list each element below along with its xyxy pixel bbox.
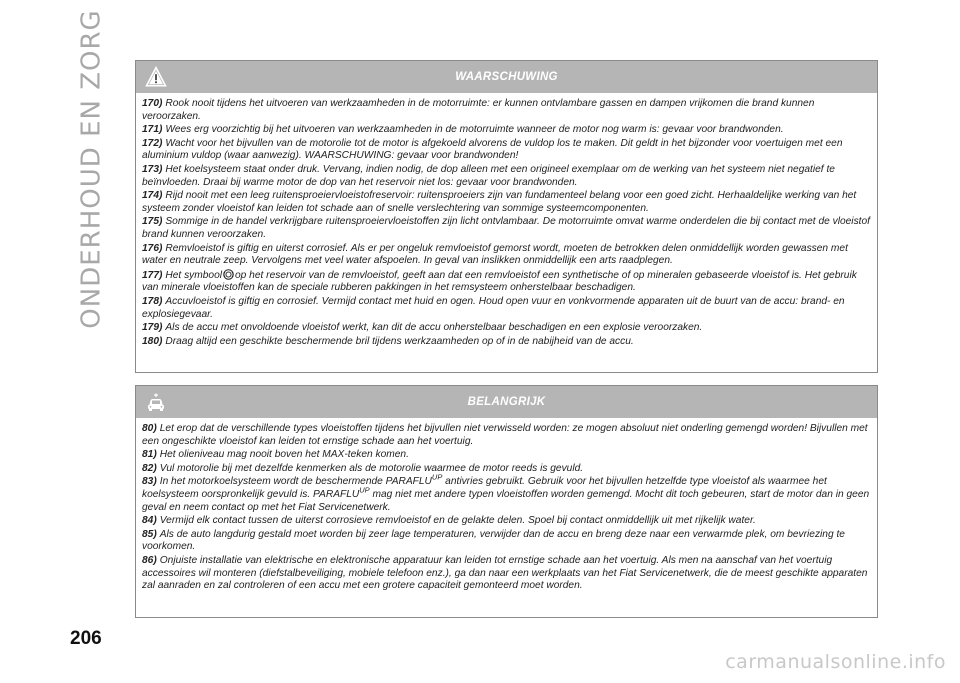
item-number: 82) (142, 462, 157, 474)
item-text: Wees erg voorzichtig bij het uitvoeren van werkzaamheden in de motorruimte wanneer de motor nog warm is: gevaar voor brandwonden. (165, 124, 784, 136)
item-text-part2: antivries gebruikt. Gebruik voor het bijvullen hetzelfde type vloeistof als waarmee het koelsysteem oorspronkelijk gevuld is. PARAFLU (142, 476, 827, 500)
item-number: 86) (142, 554, 157, 566)
item-text: Wacht voor het bijvullen van de motorolie tot de motor is afgekoeld alvorens de vuldop los te maken. Dit geldt in het bijzonder voor voertuigen met een aluminium vuldop (waar aanwezig). WAARSCHUWING: gevaar voor brandwonden! (142, 137, 843, 162)
item-text: Onjuiste installatie van elektrische en elektronische apparatuur kan leiden tot ernstige schade aan het voertuig. Als men na aanschaf van het voertuig accessoires wil monteren (diefstalbeveiliging, mobiele telefoon enz.), ga dan naar een werkplaats van het Fiat Servicenetwerk, die de meest geschikte apparaten zal aanraden en zal controleren of een accu met een grotere capaciteit gemonteerd moet worden. (142, 554, 868, 592)
item-text: Accuvloeistof is giftig en corrosief. Vermijd contact met huid en ogen. Houd open vuur en vonkvormende apparaten uit de buurt van de accu: brand- en explosiegevaar. (142, 295, 845, 320)
warning-item-178 (142, 296, 871, 321)
important-box-body (136, 418, 877, 593)
side-title-text: ONDERHOUD EN ZORG (77, 9, 108, 329)
item-text: Vermijd elk contact tussen de uiterst corrosieve remvloeistof en de gelakte delen. Spoel bij contact onmiddellijk uit met rijkelijk water. (159, 515, 756, 527)
item-number: 177) (142, 269, 163, 281)
item-number: 178) (142, 295, 163, 307)
important-item-82 (142, 463, 871, 476)
superscript-up: UP (359, 485, 370, 495)
important-item-80 (142, 423, 871, 448)
warning-item-176 (142, 243, 871, 268)
item-number: 83) (142, 476, 157, 488)
item-number: 85) (142, 528, 157, 540)
warning-item-174 (142, 190, 871, 215)
warning-item-170 (142, 98, 871, 123)
item-text: Als de accu met onvoldoende vloeistof werkt, kan dit de accu onherstelbaar beschadigen en een explosie veroorzaken. (165, 322, 703, 334)
superscript-up: UP (431, 472, 443, 482)
important-box-header (136, 386, 877, 418)
brake-fluid-symbol-icon (223, 269, 234, 280)
item-text-after: op het reservoir van de remvloeistof, geeft aan dat een remvloeistof een synthetische of op mineralen gebaseerde vloeistof is. Het gebruik van minerale vloeistoffen kan de speciale rubberen pakkingen in het remsysteem onherstelbaar beschadigen. (142, 269, 857, 294)
warning-triangle-icon (145, 66, 167, 88)
watermark-link[interactable]: carmanualsonline.info (725, 651, 946, 673)
item-number: 179) (142, 322, 163, 334)
warning-box-title: WAARSCHUWING (455, 71, 558, 83)
item-text: Het koelsysteem staat onder druk. Vervang, indien nodig, de dop alleen met een origineel exemplaar om de werking van het systeem niet negatief te beïnvloeden. Draai bij warme motor de dop van het reservoir niet los: gevaar voor brandwonden. (142, 163, 835, 188)
item-number: 175) (142, 216, 163, 228)
item-text-before: Het symbool (165, 269, 223, 281)
important-item-86 (142, 555, 871, 593)
important-item-81 (142, 449, 871, 462)
warning-box-body (136, 93, 877, 348)
item-text: Let erop dat de verschillende types vloeistoffen tijdens het bijvullen niet verwisseld worden: ze mogen absoluut niet onderling gemengd worden! Bijvullen met een ongeschikte vloeistof kan leiden tot ernstige schade aan het voertuig. (142, 423, 868, 447)
item-text-part1: In het motorkoelsysteem wordt de beschermende PARAFLU (159, 476, 432, 488)
item-number: 171) (142, 124, 163, 136)
important-item-83 (142, 472, 871, 514)
item-number: 176) (142, 242, 163, 254)
car-important-icon (145, 391, 167, 413)
item-text: Als de auto langdurig gestald moet worden bij zeer lage temperaturen, verwijder dan de accu en breng deze naar een verwarmde plek, om bevriezing te voorkomen. (142, 528, 845, 553)
item-text-part3: mag niet met andere typen vloeistoffen worden gemengd. Mocht dit toch gebeuren, start de motor dan in geen geval en neem contact op met het Fiat Servicenetwerk. (142, 488, 870, 513)
important-item-85 (142, 529, 871, 554)
item-number: 81) (142, 449, 157, 461)
item-text: Rook nooit tijdens het uitvoeren van werkzaamheden in de motorruimte: er kunnen ontvlambare gassen en dampen vrijkomen die brand kunnen veroorzaken. (142, 98, 815, 122)
item-number: 174) (142, 190, 163, 202)
item-text: Draag altijd een geschikte beschermende bril tijdens werkzaamheden op of in de nabijheid van de accu. (165, 335, 634, 347)
warning-item-171 (142, 124, 871, 137)
section-side-title (62, 9, 122, 329)
item-number: 173) (142, 163, 163, 175)
warning-box (135, 60, 878, 373)
item-text: Vul motorolie bij met dezelfde kenmerken als de motorolie waarmee de motor reeds is gevuld. (159, 462, 584, 474)
warning-item-179 (142, 322, 871, 335)
item-text: Rijd nooit met een leeg ruitensproeiervloeistofreservoir: ruitensproeiers zijn van fundamenteel belang voor een goed zicht. Herhaaldelijke werking van het systeem zonder vloeistof kan leiden tot schade aan of snelle verslechtering van sommige systeemcomponenten. (142, 190, 857, 214)
warning-item-180 (142, 336, 871, 349)
important-item-84 (142, 515, 871, 528)
page-number: 206 (70, 628, 102, 649)
warning-box-header (136, 61, 877, 93)
item-number: 80) (142, 423, 157, 434)
warning-item-173 (142, 164, 871, 189)
warning-item-177 (142, 269, 871, 295)
item-text: Sommige in de handel verkrijgbare ruitensproeiervloeistoffen zijn licht ontvlambaar. De motorruimte omvat warme onderdelen die bij contact met de vloeistof brand kunnen veroorzaken. (142, 216, 870, 240)
warning-item-172 (142, 138, 871, 163)
important-box-title: BELANGRIJK (467, 396, 546, 408)
item-number: 84) (142, 515, 157, 527)
important-box (135, 385, 878, 618)
item-text: Remvloeistof is giftig en uiterst corrosief. Als er per ongeluk remvloeistof gemorst wordt, moeten de betrokken delen onmiddellijk worden gewassen met water en neutrale zeep. Vervolgens met veel water afspoelen. In geval van inslikken onmiddellijk een arts raadplegen. (142, 242, 848, 267)
item-number: 180) (142, 335, 163, 347)
item-text: Het olieniveau mag nooit boven het MAX-teken komen. (159, 449, 409, 461)
warning-item-175 (142, 216, 871, 241)
item-number: 170) (142, 98, 163, 109)
item-number: 172) (142, 137, 163, 149)
